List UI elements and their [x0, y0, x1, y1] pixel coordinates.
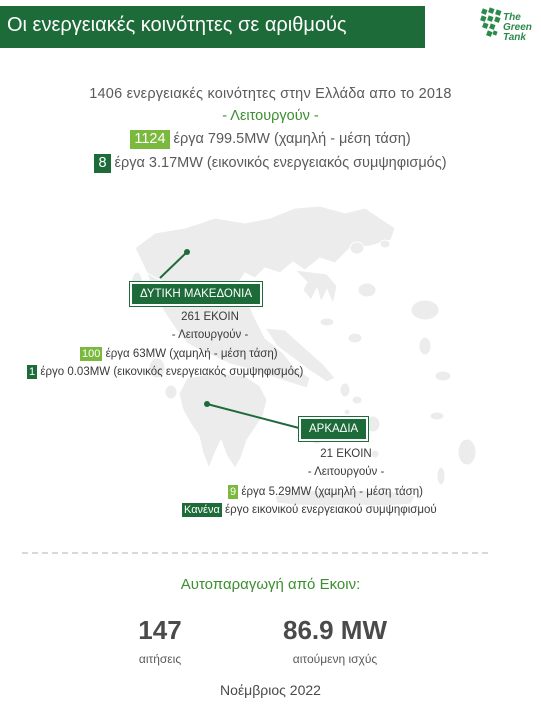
- summary-intro: 1406 ενεργειακές κοινότητες στην Ελλάδα απο το 2018: [89, 86, 452, 102]
- netmeter-text: έργα 3.17MW (εικονικός ενεργειακός συμψηφισμός): [114, 155, 447, 171]
- netmeter-count-badge: 8: [94, 154, 110, 173]
- map-zakynthos: [165, 385, 177, 399]
- leaf-icon: [480, 6, 504, 46]
- map-kos: [430, 412, 444, 420]
- west-macedonia-projects-text: έργα 63MW (χαμηλή - μέση τάση): [105, 348, 278, 360]
- west-macedonia-total: 261 ΕΚΟΙΝ: [181, 311, 239, 323]
- page-title: Οι ενεργειακές κοινότητες σε αριθμούς: [7, 14, 347, 36]
- map-andros: [340, 383, 350, 397]
- arcadia-operating: - Λειτουργούν -: [307, 466, 385, 478]
- west-macedonia-netmeter-line: [27, 365, 303, 379]
- west-macedonia-projects-line: [80, 347, 278, 361]
- map-samos: [435, 371, 451, 381]
- projects-text: έργα 799.5MW (χαμηλή - μέση τάση): [173, 131, 411, 147]
- requests-label: αιτήσεις: [138, 652, 182, 666]
- section-divider: [22, 552, 488, 554]
- arcadia-netmeter-text: έργο εικονικού ενεργειακού συμψηφισμού: [225, 504, 437, 516]
- arcadia-total: 21 ΕΚΟΙΝ: [320, 448, 372, 460]
- requests-value: 147: [138, 615, 182, 645]
- arcadia-dot: [204, 401, 210, 407]
- logo-text-line: Tank: [503, 32, 526, 43]
- west-macedonia-label: ΔΥΤΙΚΗ ΜΑΚΕΔΟΝΙΑ: [130, 282, 262, 306]
- self-production-title: Αυτοπαραγωγή από Εκοιν:: [180, 576, 361, 593]
- west-macedonia-dot: [184, 249, 190, 255]
- map-thasos: [350, 242, 364, 254]
- power-label: αιτούμενη ισχύς: [292, 652, 378, 666]
- west-macedonia-netmeter-text: έργο 0.03MW (εικονικός ενεργειακός συμψηφισμός): [40, 366, 304, 378]
- arcadia-projects-line: [228, 485, 423, 499]
- map-tinos: [352, 396, 362, 404]
- arcadia-netmeter-line: [182, 503, 437, 517]
- map-chios: [419, 337, 431, 355]
- arcadia-projects-text: έργα 5.29MW (χαμηλή - μέση τάση): [241, 486, 423, 498]
- power-value: 86.9 MW: [282, 615, 388, 645]
- footer-date: Νοέμβριος 2022: [220, 682, 321, 698]
- map-syros: [344, 409, 350, 415]
- green-tank-logo: [480, 6, 538, 48]
- summary-operating: - Λειτουργούν -: [222, 108, 319, 124]
- west-macedonia-operating: - Λειτουργούν -: [171, 329, 249, 341]
- arcadia-netmeter-badge: Κανένα: [184, 504, 220, 516]
- map-limnos: [358, 283, 376, 297]
- summary-projects-line: [0, 130, 541, 149]
- west-macedonia-netmeter-badge: 1: [29, 366, 36, 378]
- title-banner: [0, 6, 425, 48]
- logo-text-line: Green: [503, 22, 532, 33]
- logo-text-line: The: [503, 12, 521, 23]
- arcadia-label: ΑΡΚΑΔΙΑ: [299, 417, 368, 441]
- map-chalkidiki: [295, 270, 337, 304]
- summary-netmeter-line: [0, 154, 541, 173]
- map-samothrace: [380, 240, 390, 248]
- west-macedonia-projects-badge: 100: [82, 348, 101, 360]
- projects-count-badge: 1124: [130, 130, 169, 149]
- arcadia-projects-badge: 9: [230, 486, 237, 498]
